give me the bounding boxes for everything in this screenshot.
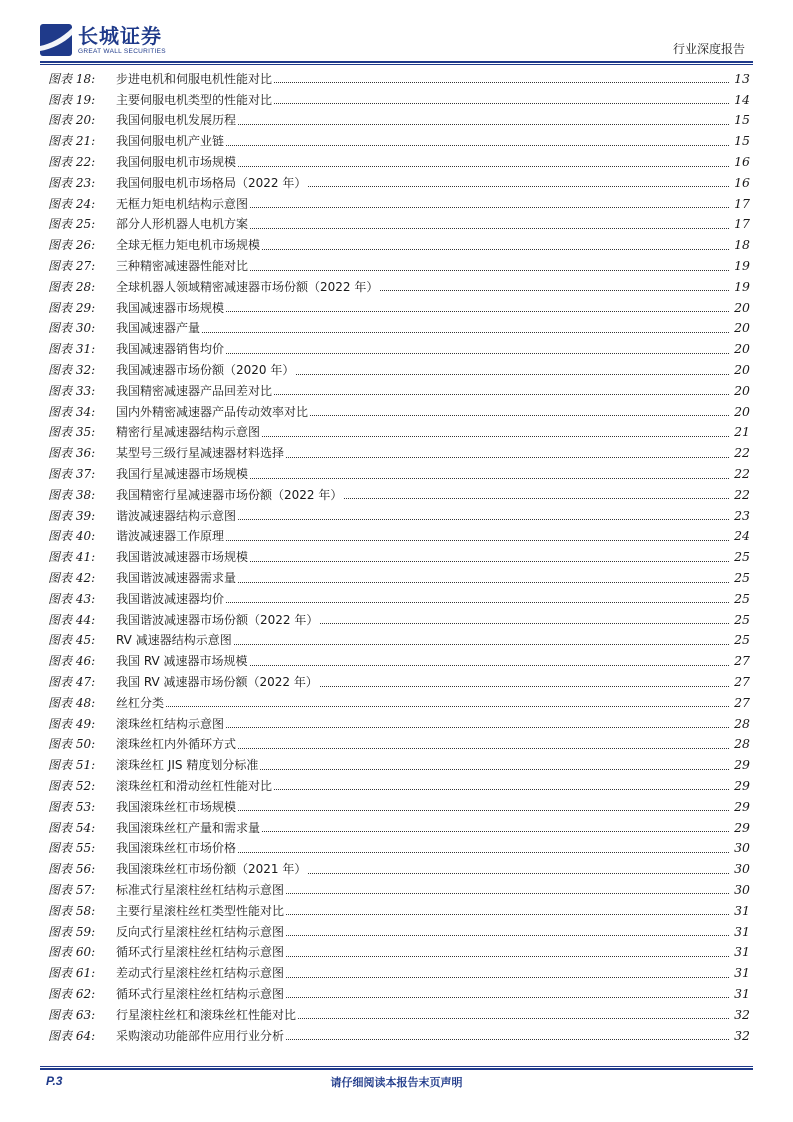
dot-leader <box>234 644 729 645</box>
figure-number: 图表 33: <box>48 383 96 398</box>
figure-number: 图表 64: <box>48 1028 96 1043</box>
dot-leader <box>274 394 729 395</box>
figure-title: 我国 RV 减速器市场份额（2022 年） <box>116 675 318 689</box>
dot-leader <box>296 374 729 375</box>
header-divider <box>40 61 753 63</box>
dot-leader <box>250 478 729 479</box>
figure-page-number: 29 <box>734 777 750 793</box>
figure-page-number: 17 <box>734 216 750 232</box>
figure-title: 我国减速器市场规模 <box>116 300 225 315</box>
dot-leader <box>238 582 729 583</box>
figure-page-number: 19 <box>734 258 750 274</box>
figure-number: 图表 30: <box>48 321 96 336</box>
figure-number: 图表 22: <box>48 155 96 170</box>
figure-page-number: 25 <box>734 590 750 606</box>
figure-page-number: 20 <box>734 320 750 336</box>
figure-page-number: 30 <box>734 881 750 897</box>
figure-title: 我国伺服电机市场规模 <box>116 155 237 170</box>
figure-page-number: 15 <box>734 112 750 128</box>
dot-leader <box>226 353 729 354</box>
figure-title: 循环式行星滚柱丝杠结构示意图 <box>116 986 285 1001</box>
dot-leader <box>238 166 729 167</box>
dot-leader <box>308 186 729 187</box>
toc-entry[interactable] <box>48 567 750 588</box>
figure-number: 图表 31: <box>48 342 96 357</box>
figure-number: 图表 27: <box>48 259 96 274</box>
figure-page-number: 25 <box>734 549 750 565</box>
dot-leader <box>166 706 729 707</box>
figure-page-number: 32 <box>734 1006 750 1022</box>
figure-number: 图表 42: <box>48 571 96 586</box>
figure-title: 滚珠丝杠内外循环方式 <box>116 737 237 752</box>
toc-entry[interactable] <box>48 650 750 671</box>
figure-index-list <box>48 68 750 1045</box>
toc-entry[interactable] <box>48 713 750 734</box>
figure-page-number: 30 <box>734 861 750 877</box>
figure-title: 主要伺服电机类型的性能对比 <box>116 92 273 107</box>
figure-title: 我国滚珠丝杠市场份额（2021 年） <box>116 862 307 877</box>
dot-leader <box>274 82 729 83</box>
figure-title: 主要行星滚柱丝杠类型性能对比 <box>116 903 285 918</box>
figure-title: 我国减速器产量 <box>116 321 201 336</box>
toc-entry[interactable] <box>48 609 750 630</box>
dot-leader <box>286 977 729 978</box>
toc-entry[interactable] <box>48 276 750 297</box>
toc-entry[interactable] <box>48 962 750 983</box>
figure-number: 图表 50: <box>48 737 96 752</box>
figure-title: 全球机器人领域精密减速器市场份额（2022 年） <box>116 279 379 294</box>
toc-entry[interactable] <box>48 338 750 359</box>
footer-divider-thin <box>40 1066 753 1067</box>
figure-page-number: 16 <box>734 154 750 170</box>
toc-entry[interactable] <box>48 318 750 339</box>
disclaimer-text: 请仔细阅读本报告末页声明 <box>330 1076 463 1089</box>
figure-title: 国内外精密减速器产品传动效率对比 <box>116 404 309 419</box>
header-divider-thin <box>40 64 753 65</box>
toc-entry[interactable] <box>48 484 750 505</box>
figure-title: 我国谐波减速器均价 <box>116 591 225 606</box>
toc-entry[interactable] <box>48 837 750 858</box>
figure-title: 行星滚柱丝杠和滚珠丝杠性能对比 <box>116 1007 297 1022</box>
figure-title: 滚珠丝杠 JIS 精度划分标准 <box>116 758 259 773</box>
dot-leader <box>380 290 729 291</box>
toc-entry[interactable] <box>48 817 750 838</box>
toc-entry[interactable] <box>48 422 750 443</box>
figure-title: 我国减速器市场份额（2020 年） <box>116 363 295 378</box>
figure-number: 图表 21: <box>48 134 96 149</box>
figure-title: 差动式行星滚柱丝杠结构示意图 <box>116 966 285 981</box>
figure-number: 图表 38: <box>48 487 96 502</box>
figure-page-number: 14 <box>734 91 750 107</box>
figure-page-number: 16 <box>734 174 750 190</box>
figure-number: 图表 45: <box>48 633 96 648</box>
figure-title: 循环式行星滚柱丝杠结构示意图 <box>116 945 285 960</box>
figure-title: 部分人形机器人电机方案 <box>116 217 249 232</box>
figure-number: 图表 62: <box>48 986 96 1001</box>
toc-entry[interactable] <box>48 380 750 401</box>
toc-entry[interactable] <box>48 983 750 1004</box>
figure-number: 图表 58: <box>48 903 96 918</box>
figure-number: 图表 20: <box>48 113 96 128</box>
figure-page-number: 13 <box>734 70 750 86</box>
toc-entry[interactable] <box>48 921 750 942</box>
figure-page-number: 25 <box>734 611 750 627</box>
figure-number: 图表 57: <box>48 882 96 897</box>
figure-number: 图表 53: <box>48 799 96 814</box>
figure-page-number: 32 <box>734 1027 750 1043</box>
dot-leader <box>262 436 729 437</box>
dot-leader <box>262 249 729 250</box>
figure-number: 图表 23: <box>48 175 96 190</box>
dot-leader <box>308 873 729 874</box>
figure-page-number: 20 <box>734 341 750 357</box>
figure-page-number: 31 <box>734 965 750 981</box>
dot-leader <box>238 519 729 520</box>
figure-number: 图表 48: <box>48 695 96 710</box>
figure-page-number: 31 <box>734 985 750 1001</box>
toc-entry[interactable] <box>48 89 750 110</box>
toc-entry[interactable] <box>48 110 750 131</box>
toc-entry[interactable] <box>48 858 750 879</box>
dot-leader <box>238 748 729 749</box>
figure-number: 图表 47: <box>48 675 96 689</box>
figure-title: RV 减速器结构示意图 <box>116 633 232 648</box>
figure-number: 图表 52: <box>48 778 96 793</box>
dot-leader <box>238 810 729 811</box>
toc-entry[interactable] <box>48 588 750 609</box>
dot-leader <box>260 769 729 770</box>
figure-title: 我国伺服电机发展历程 <box>116 113 237 128</box>
toc-entry[interactable] <box>48 505 750 526</box>
figure-page-number: 29 <box>734 819 750 835</box>
figure-number: 图表 18: <box>48 71 96 86</box>
figure-title: 无框力矩电机结构示意图 <box>116 196 249 211</box>
dot-leader <box>238 124 729 125</box>
dot-leader <box>226 727 729 728</box>
dot-leader <box>320 686 729 687</box>
dot-leader <box>310 415 729 416</box>
dot-leader <box>286 914 729 915</box>
figure-number: 图表 26: <box>48 238 96 253</box>
figure-title: 反向式行星滚柱丝杠结构示意图 <box>116 924 285 939</box>
figure-page-number: 22 <box>734 486 750 502</box>
figure-title: 步进电机和伺服电机性能对比 <box>116 71 273 86</box>
figure-page-number: 27 <box>734 653 750 669</box>
figure-number: 图表 49: <box>48 716 96 731</box>
toc-entry[interactable] <box>48 1004 750 1025</box>
figure-title: 我国伺服电机产业链 <box>116 134 225 149</box>
toc-entry[interactable] <box>48 130 750 151</box>
figure-page-number: 27 <box>734 694 750 710</box>
figure-title: 全球无框力矩电机市场规模 <box>116 238 261 253</box>
report-type-label: 行业深度报告 <box>672 42 745 56</box>
figure-number: 图表 28: <box>48 279 96 294</box>
toc-entry[interactable] <box>48 151 750 172</box>
figure-title: 我国滚珠丝杠市场价格 <box>116 841 237 856</box>
figure-title: 我国行星减速器市场规模 <box>116 467 249 482</box>
toc-entry[interactable] <box>48 734 750 755</box>
figure-number: 图表 19: <box>48 92 96 107</box>
dot-leader <box>286 457 729 458</box>
figure-title: 滚珠丝杠和滑动丝杠性能对比 <box>116 778 273 793</box>
dot-leader <box>226 311 729 312</box>
figure-number: 图表 36: <box>48 446 96 461</box>
toc-entry[interactable] <box>48 692 750 713</box>
figure-number: 图表 55: <box>48 841 96 856</box>
company-logo <box>40 22 166 58</box>
figure-title: 精密行星减速器结构示意图 <box>116 425 261 440</box>
figure-number: 图表 39: <box>48 508 96 523</box>
figure-title: 某型号三级行星减速器材料选择 <box>116 446 285 461</box>
toc-entry[interactable] <box>48 234 750 255</box>
figure-number: 图表 44: <box>48 612 96 627</box>
dot-leader <box>344 498 729 499</box>
figure-number: 图表 54: <box>48 820 96 835</box>
figure-page-number: 17 <box>734 195 750 211</box>
figure-title: 我国精密行星减速器市场份额（2022 年） <box>116 487 343 502</box>
toc-entry[interactable] <box>48 879 750 900</box>
dot-leader <box>250 207 729 208</box>
toc-entry[interactable] <box>48 546 750 567</box>
figure-title: 我国 RV 减速器市场规模 <box>116 654 248 669</box>
dot-leader <box>286 997 729 998</box>
figure-page-number: 29 <box>734 798 750 814</box>
figure-title: 谐波减速器结构示意图 <box>116 508 237 523</box>
figure-title: 我国滚珠丝杠产量和需求量 <box>116 820 261 835</box>
toc-entry[interactable] <box>48 630 750 651</box>
figure-number: 图表 25: <box>48 217 96 232</box>
dot-leader <box>250 270 729 271</box>
figure-page-number: 21 <box>734 424 750 440</box>
figure-page-number: 31 <box>734 902 750 918</box>
toc-entry[interactable] <box>48 775 750 796</box>
figure-page-number: 31 <box>734 923 750 939</box>
figure-title: 谐波减速器工作原理 <box>116 529 225 544</box>
figure-page-number: 20 <box>734 362 750 378</box>
figure-page-number: 23 <box>734 507 750 523</box>
toc-entry[interactable] <box>48 1025 750 1046</box>
figure-number: 图表 60: <box>48 945 96 960</box>
dot-leader <box>250 561 729 562</box>
figure-page-number: 20 <box>734 382 750 398</box>
figure-number: 图表 41: <box>48 550 96 565</box>
toc-entry[interactable] <box>48 463 750 484</box>
figure-title: 我国伺服电机市场格局（2022 年） <box>116 175 307 190</box>
figure-page-number: 28 <box>734 736 750 752</box>
footer-divider <box>40 1068 753 1070</box>
figure-page-number: 20 <box>734 299 750 315</box>
toc-entry[interactable] <box>48 401 750 422</box>
toc-entry[interactable] <box>48 671 750 692</box>
toc-entry[interactable] <box>48 754 750 775</box>
toc-entry[interactable] <box>48 941 750 962</box>
figure-page-number: 31 <box>734 944 750 960</box>
figure-page-number: 18 <box>734 237 750 253</box>
dot-leader <box>226 145 729 146</box>
toc-entry[interactable] <box>48 214 750 235</box>
figure-page-number: 28 <box>734 715 750 731</box>
dot-leader <box>286 935 729 936</box>
dot-leader <box>202 332 729 333</box>
logo-mark-icon <box>40 24 72 56</box>
toc-entry[interactable] <box>48 172 750 193</box>
toc-entry[interactable] <box>48 68 750 89</box>
figure-title: 标准式行星滚柱丝杠结构示意图 <box>116 882 285 897</box>
dot-leader <box>238 852 729 853</box>
figure-number: 图表 63: <box>48 1007 96 1022</box>
figure-number: 图表 46: <box>48 654 96 669</box>
toc-entry[interactable] <box>48 900 750 921</box>
figure-page-number: 24 <box>734 528 750 544</box>
figure-number: 图表 35: <box>48 425 96 440</box>
figure-page-number: 22 <box>734 445 750 461</box>
toc-entry[interactable] <box>48 297 750 318</box>
page-number: P.3 <box>46 1074 63 1088</box>
figure-page-number: 25 <box>734 632 750 648</box>
figure-number: 图表 40: <box>48 529 96 544</box>
figure-title: 丝杠分类 <box>116 695 165 710</box>
figure-number: 图表 56: <box>48 862 96 877</box>
figure-page-number: 29 <box>734 757 750 773</box>
toc-entry[interactable] <box>48 193 750 214</box>
figure-title: 我国减速器销售均价 <box>116 342 225 357</box>
dot-leader <box>262 831 729 832</box>
dot-leader <box>286 1039 729 1040</box>
figure-number: 图表 59: <box>48 924 96 939</box>
figure-page-number: 30 <box>734 840 750 856</box>
figure-page-number: 15 <box>734 133 750 149</box>
figure-number: 图表 32: <box>48 363 96 378</box>
toc-entry[interactable] <box>48 442 750 463</box>
logo-english-text: GREAT WALL SECURITIES <box>78 47 166 55</box>
toc-entry[interactable] <box>48 255 750 276</box>
logo-chinese-text: 长城证券 <box>78 23 162 48</box>
figure-number: 图表 51: <box>48 758 96 773</box>
toc-entry[interactable] <box>48 526 750 547</box>
figure-number: 图表 37: <box>48 467 96 482</box>
figure-page-number: 25 <box>734 570 750 586</box>
figure-title: 我国滚珠丝杠市场规模 <box>116 799 237 814</box>
dot-leader <box>274 789 729 790</box>
figure-page-number: 19 <box>734 278 750 294</box>
toc-entry[interactable] <box>48 359 750 380</box>
dot-leader <box>250 665 729 666</box>
figure-title: 三种精密减速器性能对比 <box>116 259 249 274</box>
dot-leader <box>226 540 729 541</box>
dot-leader <box>298 1018 729 1019</box>
figure-title: 采购滚动功能部件应用行业分析 <box>116 1028 285 1043</box>
toc-entry[interactable] <box>48 796 750 817</box>
figure-number: 图表 29: <box>48 300 96 315</box>
figure-title: 我国谐波减速器市场份额（2022 年） <box>116 612 319 627</box>
figure-title: 我国谐波减速器需求量 <box>116 571 237 586</box>
dot-leader <box>286 956 729 957</box>
dot-leader <box>274 103 729 104</box>
figure-number: 图表 24: <box>48 196 96 211</box>
figure-page-number: 20 <box>734 403 750 419</box>
dot-leader <box>250 228 729 229</box>
figure-title: 我国谐波减速器市场规模 <box>116 550 249 565</box>
dot-leader <box>226 602 729 603</box>
figure-number: 图表 34: <box>48 404 96 419</box>
figure-page-number: 27 <box>734 674 750 689</box>
dot-leader <box>286 893 729 894</box>
figure-title: 滚珠丝杠结构示意图 <box>116 716 225 731</box>
figure-title: 我国精密减速器产品回差对比 <box>116 383 273 398</box>
dot-leader <box>320 623 729 624</box>
figure-number: 图表 61: <box>48 966 96 981</box>
figure-page-number: 22 <box>734 466 750 482</box>
figure-number: 图表 43: <box>48 591 96 606</box>
